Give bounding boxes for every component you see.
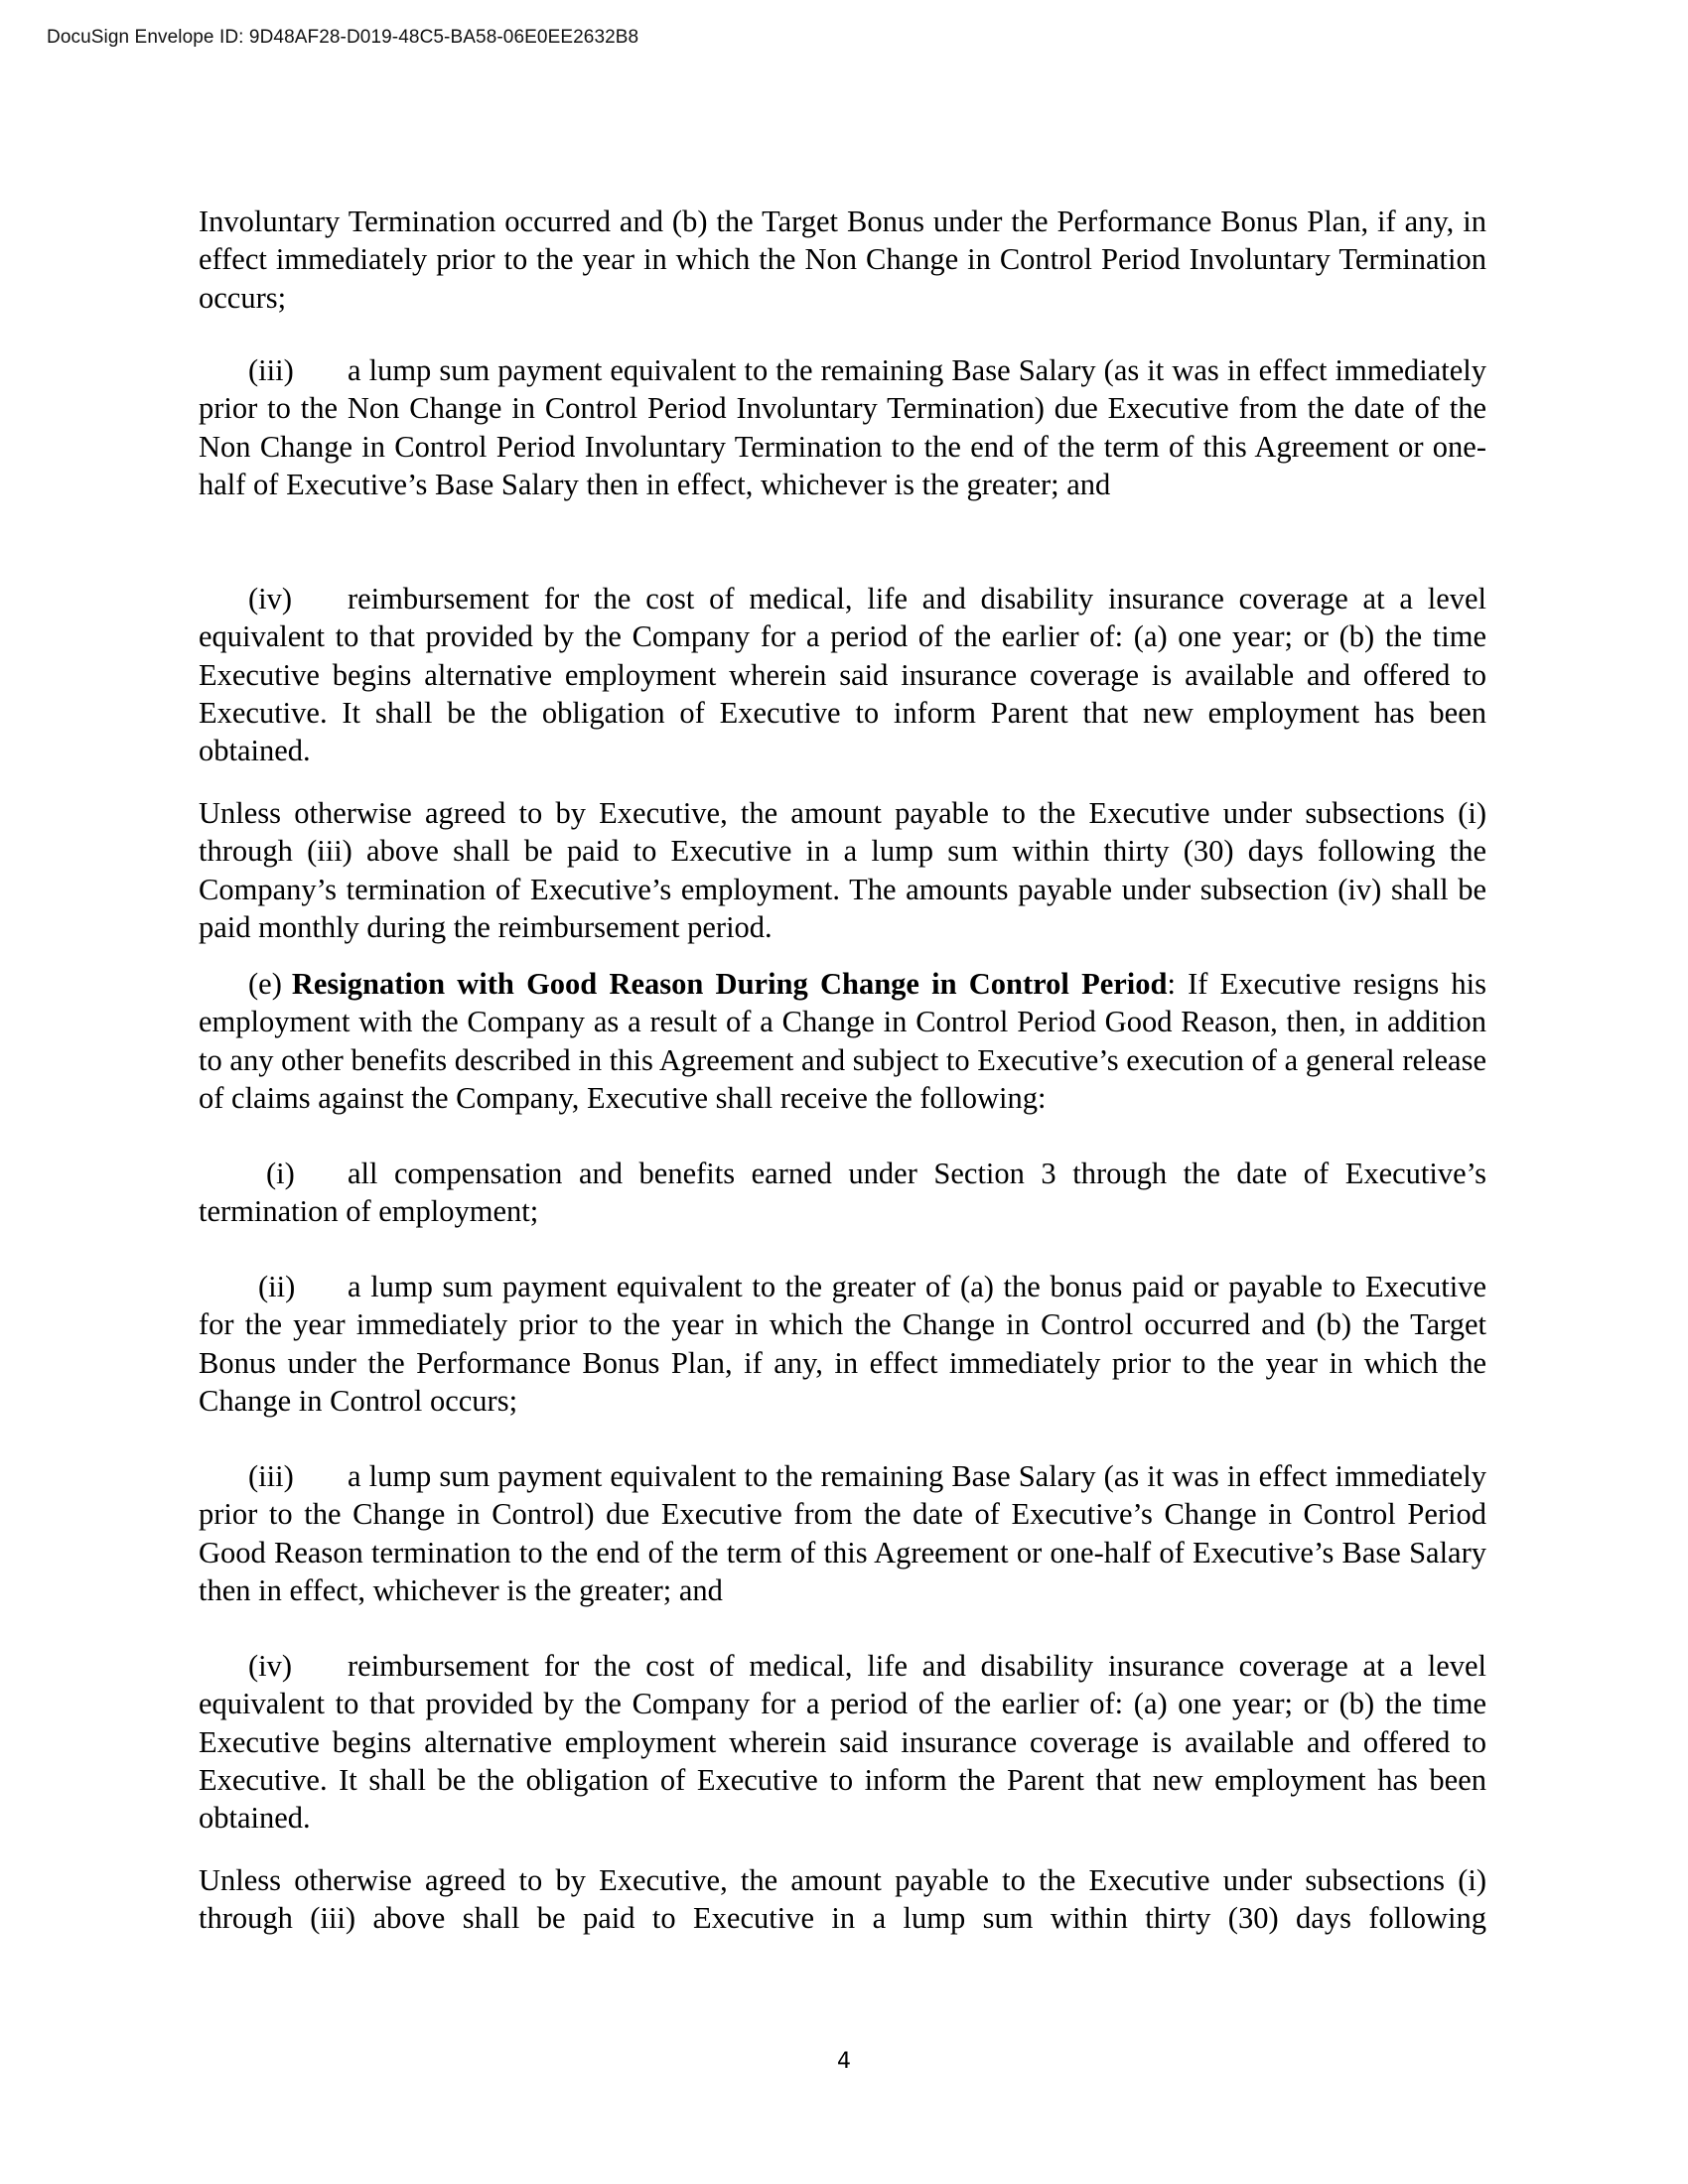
item-text: a lump sum payment equivalent to the greater of (a) the bonus paid or payable to Executive for the year immediately prior to the year in which the Change in Control occurred and (b) the Target Bonus under the Performance Bonus Plan, if any, in effect immediately prior to the year in which the Change in Control occurs; [199, 1270, 1486, 1418]
section-e-payment-terms: Unless otherwise agreed to by Executive, the amount payable to the Executive under subsections (i) through (iii) above shall be paid to Executive in a lump sum within thirty (30) days following [199, 1863, 1486, 1936]
docusign-envelope-id: DocuSign Envelope ID: 9D48AF28-D019-48C5-BA58-06E0EE2632B8 [47, 27, 639, 48]
item-text: a lump sum payment equivalent to the remaining Base Salary (as it was in effect immediately prior to the Change in Control) due Executive from the date of Executive’s Change in Control Period Good Reason termination to the end of the term of this Agreement or one-half of Executive’s Base Salary then in effect, whichever is the greater; and [199, 1459, 1486, 1607]
section-d-item-iv [199, 580, 1486, 769]
section-e-intro-text: If Executive resigns his employment with the Company as a result of a Change in Control Period Good Reason, then, in addition to any other benefits described in this Agreement and subject to Executive’s execution of a general release of claims against the Company, Executive shall receive the following: [199, 967, 1486, 1115]
section-e-item-i [199, 1155, 1486, 1231]
item-label: (iv) [248, 1649, 293, 1683]
section-e-intro [199, 965, 1486, 1117]
item-text: reimbursement for the cost of medical, life and disability insurance coverage at a level equivalent to that provided by the Company for a period of the earlier of: (a) one year; or (b) the time Executive begins alternative employment wherein said insurance coverage is available and offered to Executive. It shall be the obligation of Executive to inform the Parent that new employment has been obtained. [199, 1649, 1486, 1836]
section-e-heading: Resignation with Good Reason During Change in Control Period [291, 967, 1168, 1001]
section-d-payment-terms: Unless otherwise agreed to by Executive, the amount payable to the Executive under subsections (i) through (iii) above shall be paid to Executive in a lump sum within thirty (30) days following the Company’s termination of Executive’s employment. The amounts payable under subsection (iv) shall be paid monthly during the reimbursement period. [199, 796, 1486, 944]
continuation-paragraph: Involuntary Termination occurred and (b) the Target Bonus under the Performance Bonus Plan, if any, in effect immediately prior to the year in which the Non Change in Control Period Involuntary Termination occurs; [199, 205, 1486, 315]
page-number: 4 [837, 2049, 851, 2074]
item-text: all compensation and benefits earned under Section 3 through the date of Executive’s termination of employment; [199, 1157, 1486, 1229]
section-d-item-iii [199, 351, 1486, 503]
item-label: (iv) [248, 582, 293, 615]
item-label: (ii) [258, 1270, 296, 1303]
item-text: a lump sum payment equivalent to the remaining Base Salary (as it was in effect immediately prior to the Non Change in Control Period Involuntary Termination) due Executive from the date of the Non Change in Control Period Involuntary Termination to the end of the term of this Agreement or one-half of Executive’s Base Salary then in effect, whichever is the greater; and [199, 353, 1486, 501]
item-label: (iii) [248, 1459, 294, 1493]
section-e-heading-colon: : [1167, 967, 1176, 1001]
section-e-item-ii [199, 1268, 1486, 1420]
item-text: reimbursement for the cost of medical, life and disability insurance coverage at a level equivalent to that provided by the Company for a period of the earlier of: (a) one year; or (b) the time Executive begins alternative employment wherein said insurance coverage is available and offered to Executive. It shall be the obligation of Executive to inform Parent that new employment has been obtained. [199, 582, 1486, 768]
section-e-item-iv [199, 1647, 1486, 1837]
section-e-label: (e) [248, 967, 282, 1001]
section-e-item-iii [199, 1457, 1486, 1609]
item-label: (iii) [248, 353, 294, 387]
item-label: (i) [266, 1157, 295, 1190]
